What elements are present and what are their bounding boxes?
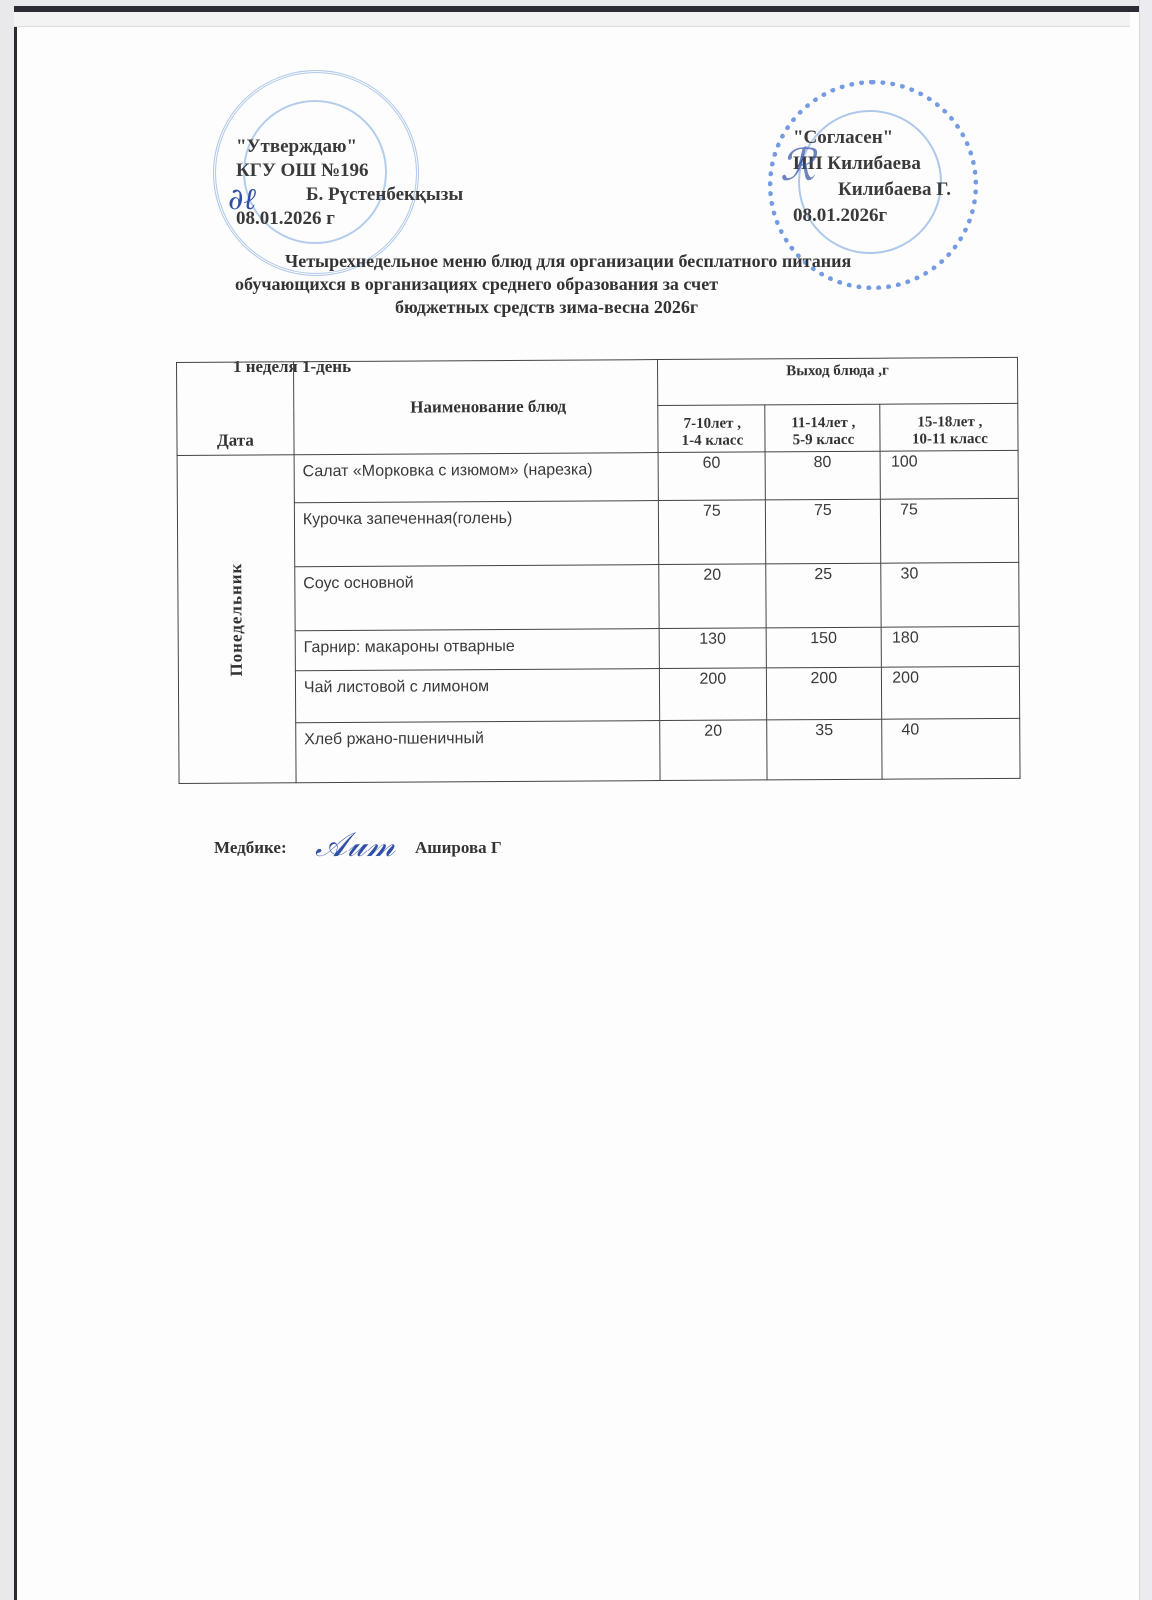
approval-organization: КГУ ОШ №196: [236, 160, 369, 181]
document-page: [14, 6, 1142, 1600]
approval-date: 08.01.2026 г: [236, 208, 335, 229]
header-date: Дата: [177, 362, 294, 456]
yield-11-14: 25: [766, 563, 881, 628]
day-label: Понедельник: [226, 562, 246, 677]
document-title: [220, 250, 940, 319]
approval-block: [236, 135, 463, 231]
age-grades: 1-4 класс: [681, 432, 744, 449]
dish-name: Соус основной: [295, 565, 659, 631]
table-row: [178, 666, 1019, 723]
dish-name: Гарнир: макароны отварные: [295, 629, 659, 671]
header-yield: Выход блюда ,г: [657, 357, 1017, 405]
yield-7-10: 60: [658, 452, 765, 501]
yield-7-10: 75: [658, 500, 765, 565]
yield-15-18: 180: [881, 626, 1019, 667]
yield-11-14: 80: [765, 451, 880, 500]
yield-15-18: 40: [882, 718, 1020, 779]
header-age-11-14: [765, 404, 880, 452]
yield-7-10: 20: [660, 720, 767, 781]
table-row: [177, 450, 1018, 503]
yield-11-14: 200: [766, 667, 881, 720]
page-top-edge: [14, 12, 1130, 27]
yield-15-18: 200: [881, 666, 1019, 719]
yield-7-10: 20: [659, 564, 766, 629]
approval-signatory: Б. Рүстенбекқызы: [306, 184, 464, 205]
header-age-15-18: [880, 403, 1018, 451]
yield-11-14: 35: [767, 719, 882, 780]
yield-15-18: 100: [880, 450, 1018, 499]
agreement-heading: "Согласен": [793, 127, 894, 148]
agreement-block: [793, 125, 951, 229]
page-right-edge: [1139, 0, 1152, 1600]
dish-name: Чай листовой с лимоном: [295, 669, 659, 723]
dish-name: Курочка запеченная(голень): [294, 501, 658, 567]
nurse-signature-icon: 𝒜𝓊𝓂: [315, 825, 396, 865]
agreement-signature-icon: ℛ: [780, 140, 816, 191]
table-row: [177, 498, 1018, 567]
table-row: [178, 562, 1019, 631]
header-row: [177, 357, 1018, 408]
approval-signature-icon: ∂ℓ: [228, 182, 257, 217]
yield-15-18: 75: [880, 498, 1018, 563]
header-age-7-10: [658, 405, 765, 453]
title-line-1: Четырехнедельное меню блюд для организации бесплатного питания: [285, 251, 852, 271]
nurse-name: Аширова Г: [415, 838, 502, 857]
dish-name: Салат «Морковка с изюмом» (нарезка): [294, 453, 658, 503]
table-row: [179, 718, 1020, 783]
yield-15-18: 30: [881, 562, 1019, 627]
nurse-label: Медбике:: [214, 838, 287, 857]
week-day-label: 1 неделя 1-день: [233, 357, 352, 376]
yield-7-10: 200: [659, 668, 766, 721]
age-years: 7-10лет ,: [683, 415, 742, 432]
table-row: [178, 626, 1019, 671]
agreement-signatory: Килибаева Г.: [838, 179, 951, 200]
agreement-date: 08.01.2026г: [793, 205, 888, 226]
age-grades: 10-11 класс: [911, 431, 988, 448]
age-years: 11-14лет ,: [791, 414, 856, 432]
day-cell: [177, 455, 296, 784]
dish-name: Хлеб ржано-пшеничный: [296, 721, 660, 783]
menu-table: [176, 357, 1021, 784]
title-line-3: бюджетных средств зима-весна 2026г: [395, 297, 699, 317]
yield-11-14: 75: [765, 499, 880, 564]
yield-11-14: 150: [766, 627, 881, 668]
approval-heading: "Утверждаю": [236, 136, 358, 157]
age-grades: 5-9 класс: [792, 431, 855, 449]
yield-7-10: 130: [659, 628, 766, 669]
agreement-organization: ИП Килибаева: [793, 153, 921, 174]
age-years: 15-18лет ,: [917, 414, 983, 431]
title-line-2: обучающихся в организациях среднего образования за счет: [235, 274, 719, 294]
header-dish-name: Наименование блюд: [293, 360, 658, 455]
